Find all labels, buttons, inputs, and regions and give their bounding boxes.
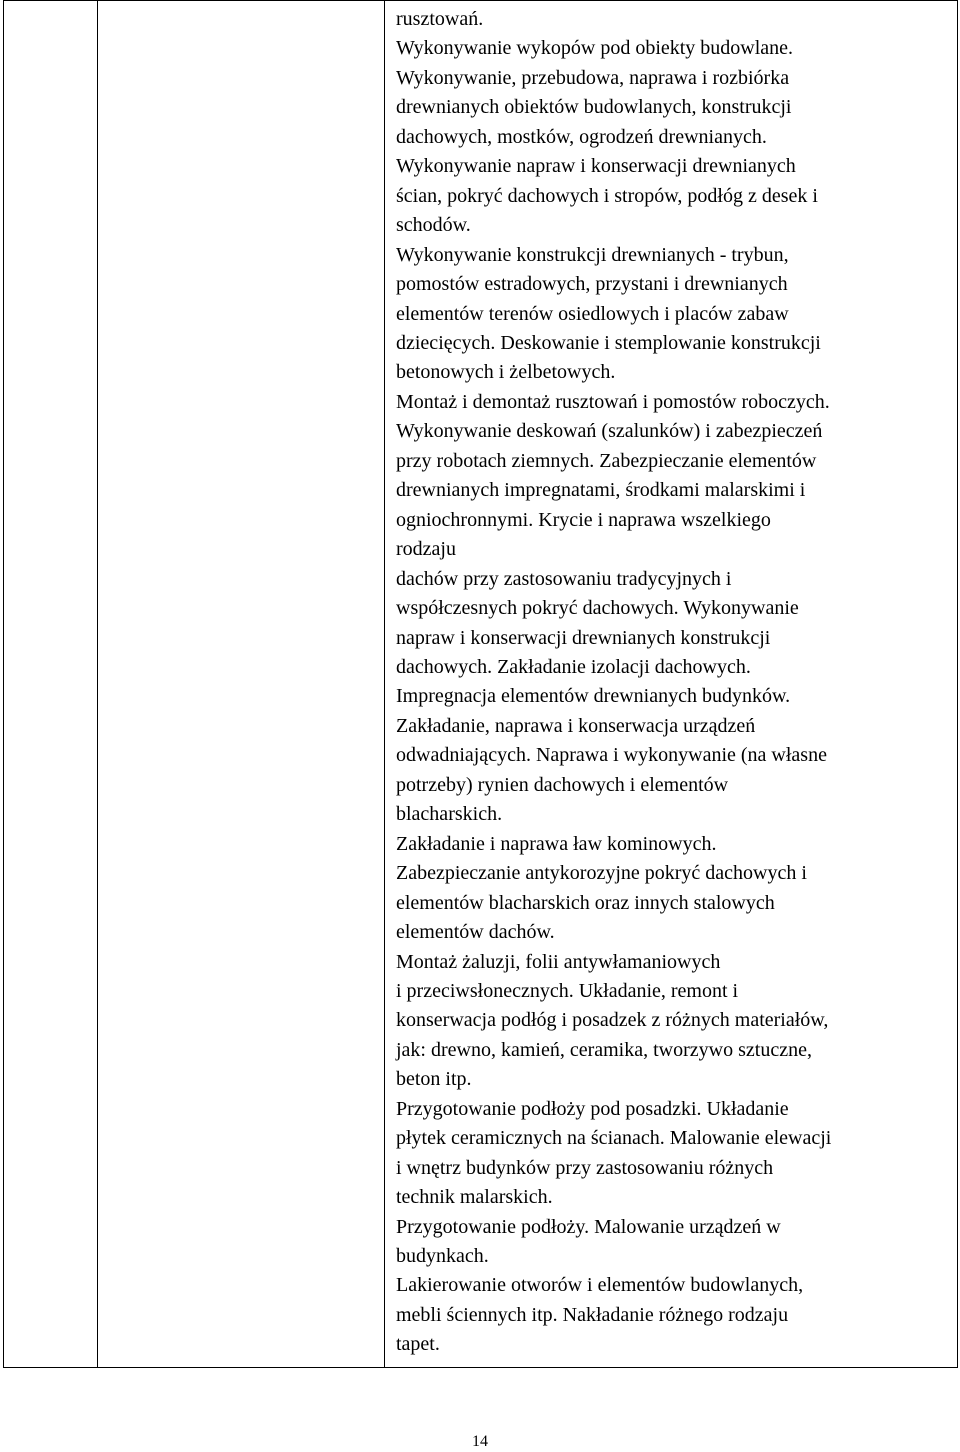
text-line: tapet.	[396, 1333, 440, 1356]
text-line: napraw i konserwacji drewnianych konstrukcji	[396, 626, 771, 649]
text-line: Zakładanie i naprawa ław kominowych.	[396, 832, 717, 855]
text-line: Wykonywanie konstrukcji drewnianych - trybun,	[396, 243, 789, 266]
text-line: elementów terenów osiedlowych i placów zabaw	[396, 302, 789, 325]
text-line: drewnianych impregnatami, środkami malarskimi i	[396, 479, 806, 502]
text-line: technik malarskich.	[396, 1186, 553, 1209]
text-line: Lakierowanie otworów i elementów budowlanych,	[396, 1274, 804, 1297]
text-line: konserwacja podłóg i posadzek z różnych materiałów,	[396, 1009, 829, 1032]
text-line: współczesnych pokryć dachowych. Wykonywanie	[396, 597, 799, 620]
text-line: rusztowań.	[396, 8, 484, 30]
text-line: budynkach.	[396, 1245, 489, 1268]
text-line: Wykonywanie deskowań (szalunków) i zabezpieczeń	[396, 420, 823, 443]
description-text	[396, 5, 948, 1360]
text-line: schodów.	[396, 214, 471, 237]
text-line: blacharskich.	[396, 803, 503, 826]
text-line: Przygotowanie podłoży. Malowanie urządzeń w	[396, 1215, 781, 1238]
text-line: elementów blacharskich oraz innych stalowych	[396, 891, 775, 914]
text-line: ścian, pokryć dachowych i stropów, podłóg z desek i	[396, 184, 818, 207]
content-table	[3, 0, 958, 1368]
text-line: pomostów estradowych, przystani i drewnianych	[396, 273, 788, 296]
text-line: dziecięcych. Deskowanie i stemplowanie konstrukcji	[396, 331, 821, 354]
text-line: Wykonywanie, przebudowa, naprawa i rozbiórka	[396, 66, 790, 89]
page-number: 14	[472, 1433, 488, 1450]
text-line: Zakładanie, naprawa i konserwacja urządzeń	[396, 714, 756, 737]
text-line: betonowych i żelbetowych.	[396, 361, 616, 384]
text-line: Zabezpieczanie antykorozyjne pokryć dachowych i	[396, 862, 807, 885]
text-line: beton itp.	[396, 1068, 472, 1091]
text-line: Montaż żaluzji, folii antywłamaniowych	[396, 950, 721, 973]
text-line: Wykonywanie wykopów pod obiekty budowlane.	[396, 37, 794, 60]
text-line: przy robotach ziemnych. Zabezpieczanie elementów	[396, 449, 817, 472]
text-line: dachowych. Zakładanie izolacji dachowych.	[396, 655, 751, 678]
text-line: Wykonywanie napraw i konserwacji drewnianych	[396, 155, 796, 178]
text-line: i przeciwsłonecznych. Układanie, remont i	[396, 979, 739, 1002]
text-line: elementów dachów.	[396, 921, 555, 944]
text-line: dachów przy zastosowaniu tradycyjnych i	[396, 567, 732, 590]
text-line: drewnianych obiektów budowlanych, konstrukcji	[396, 96, 792, 119]
text-line: rodzaju	[396, 538, 456, 561]
text-line: płytek ceramicznych na ścianach. Malowanie elewacji	[396, 1127, 832, 1150]
text-line: i wnętrz budynków przy zastosowaniu różnych	[396, 1156, 774, 1179]
text-line: potrzeby) rynien dachowych i elementów	[396, 773, 729, 796]
text-line: odwadniających. Naprawa i wykonywanie (na własne	[396, 744, 827, 767]
table-row	[4, 1, 958, 1368]
text-line: dachowych, mostków, ogrodzeń drewnianych.	[396, 125, 767, 148]
text-line: Przygotowanie podłoży pod posadzki. Układanie	[396, 1097, 789, 1120]
text-line: ogniochronnymi. Krycie i naprawa wszelkiego	[396, 508, 771, 531]
text-line: Impregnacja elementów drewnianych budynków.	[396, 685, 791, 708]
empty-cell-second	[98, 1, 385, 1368]
description-cell	[385, 1, 958, 1368]
text-line: Montaż i demontaż rusztowań i pomostów roboczych.	[396, 390, 830, 413]
text-line: jak: drewno, kamień, ceramika, tworzywo sztuczne,	[396, 1038, 812, 1061]
empty-cell-first	[4, 1, 98, 1368]
text-line: mebli ściennych itp. Nakładanie różnego rodzaju	[396, 1303, 789, 1326]
